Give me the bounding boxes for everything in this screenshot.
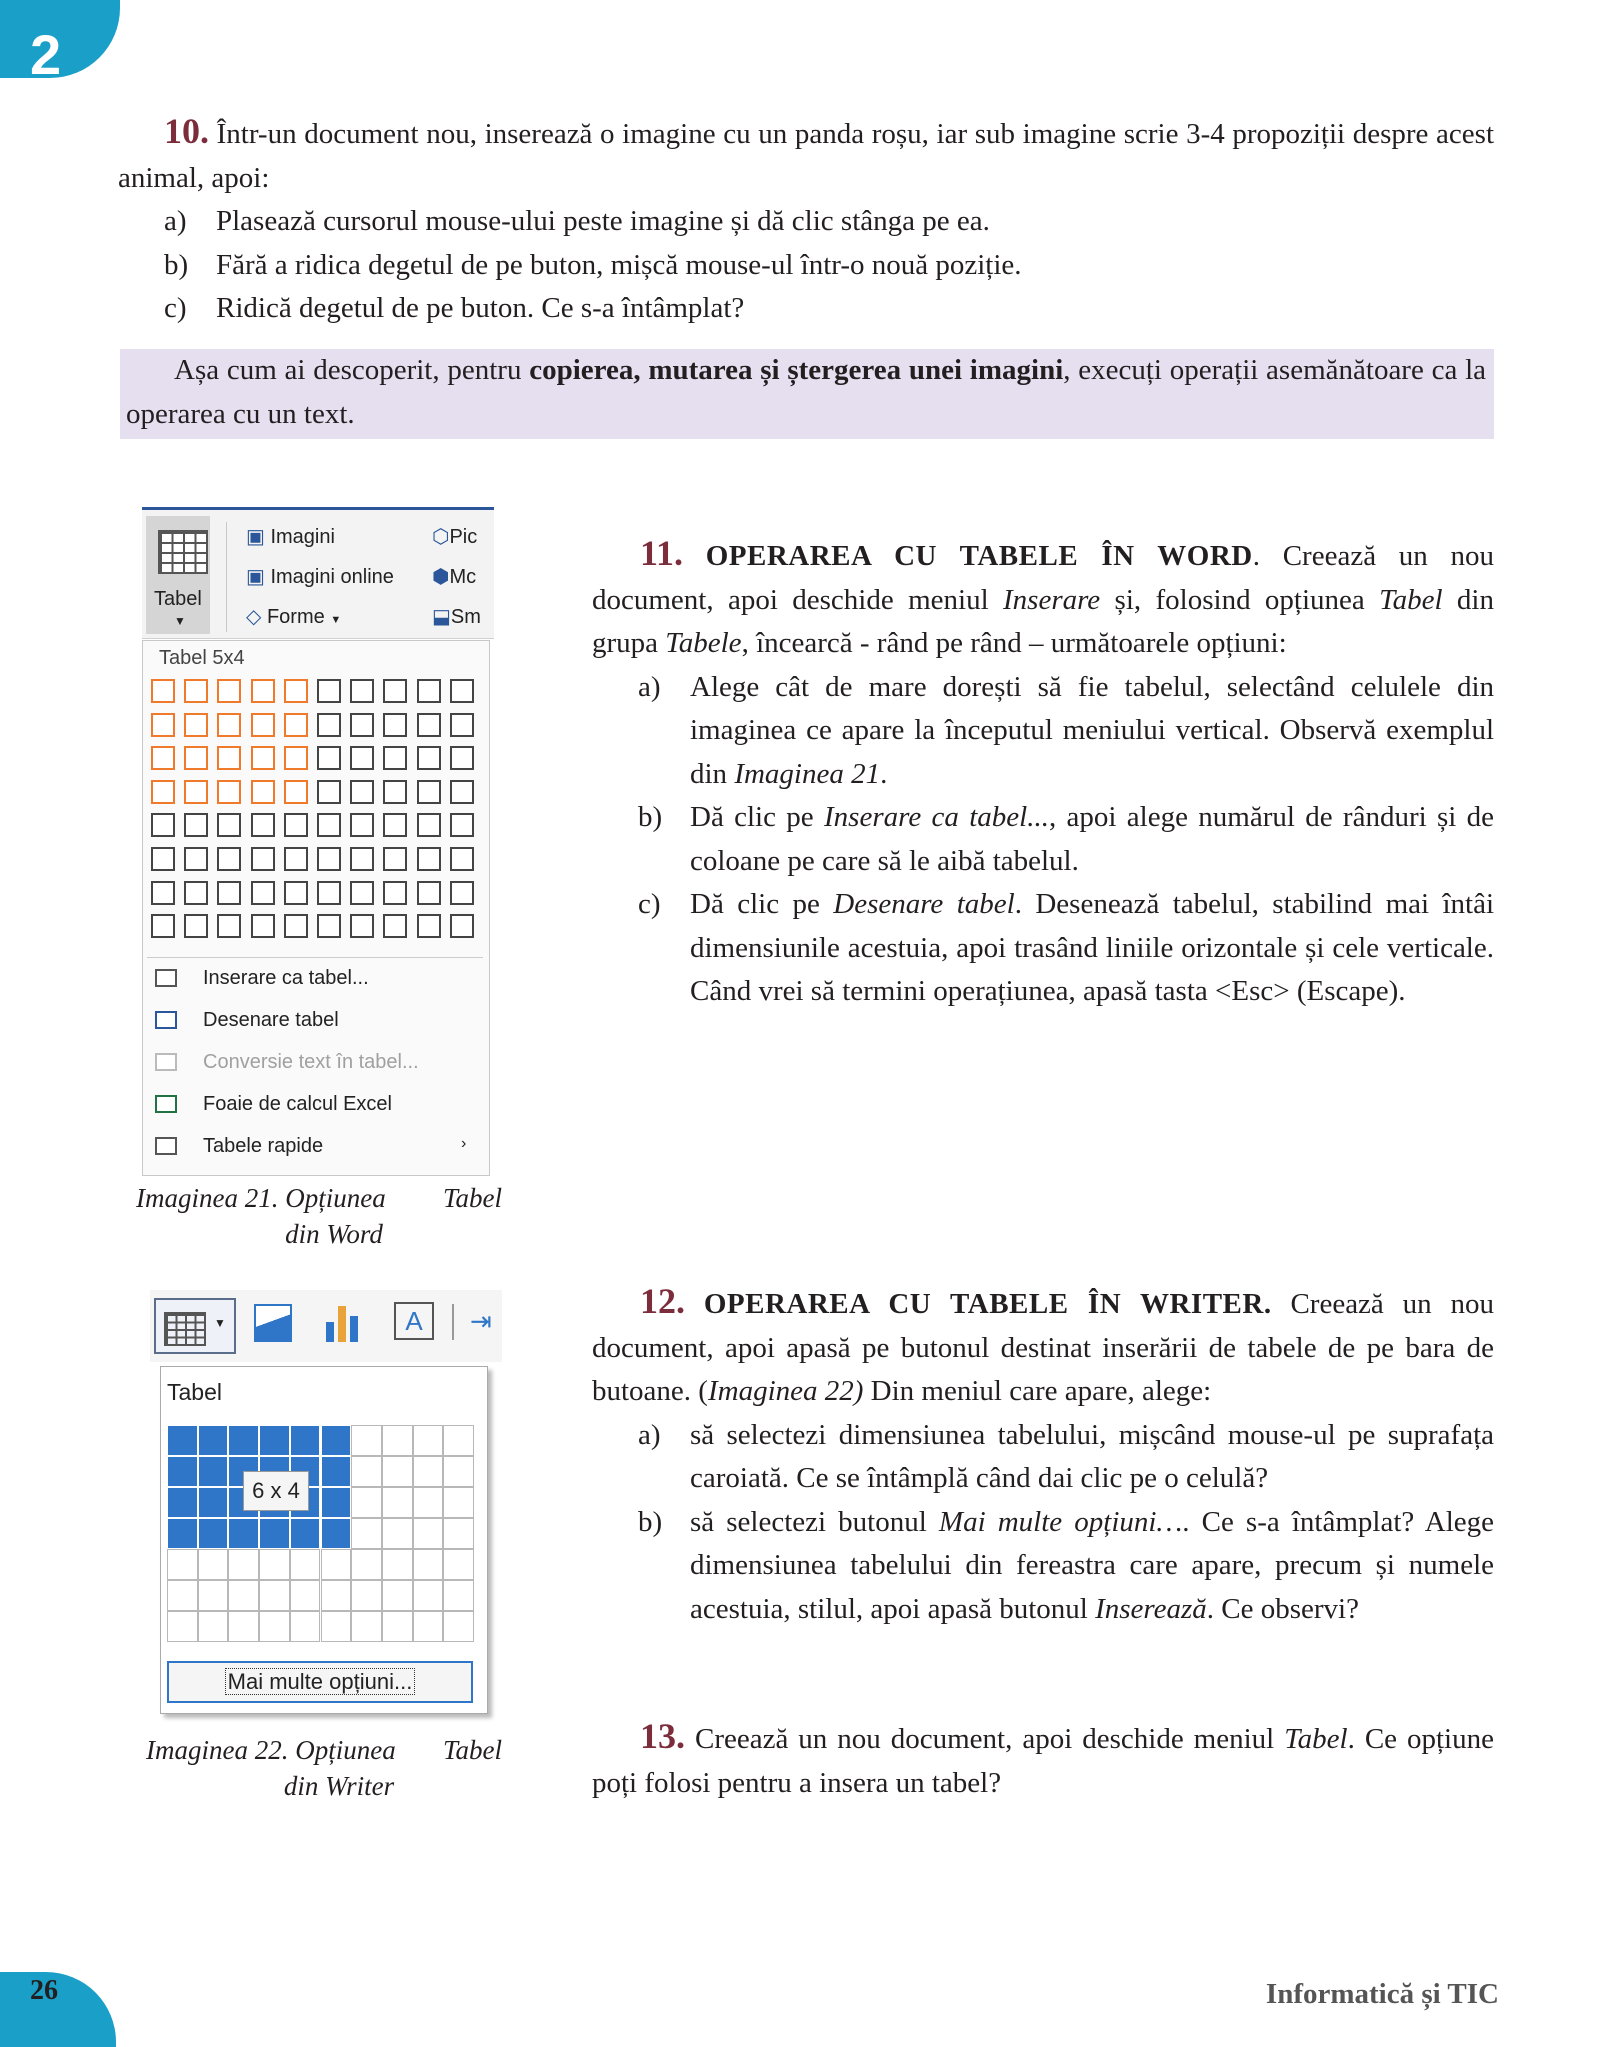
exercise-11 <box>592 532 1494 1014</box>
menu-item-convert-text: Conversie text în tabel... <box>203 1051 419 1073</box>
grid-cell[interactable] <box>351 1580 382 1611</box>
grid-cell[interactable] <box>317 746 341 770</box>
grid-cell[interactable] <box>290 1580 321 1611</box>
grid-cell[interactable] <box>167 1425 198 1456</box>
grid-cell[interactable] <box>450 914 474 938</box>
grid-cell[interactable] <box>321 1456 352 1487</box>
exercise-number: 13. <box>640 1716 685 1756</box>
grid-cell[interactable] <box>383 780 407 804</box>
exercise-12-intro: 12. OPERAREA CU TABELE ÎN WRITER. Creează un nou document, apoi apasă pe butonul destinat inserării de tabele de pe bara de butoane. (Imaginea 22) Din meniul care apare, alege: <box>592 1281 1495 1407</box>
grid-cell[interactable] <box>228 1518 259 1549</box>
chapter-tab <box>0 0 120 86</box>
grid-cell[interactable] <box>228 1580 259 1611</box>
list-item: a) Plasează cursorul mouse-ului peste imagine și dă clic stânga pe ea. <box>164 205 990 237</box>
grid-cell[interactable] <box>228 1611 259 1642</box>
table-icon <box>164 1312 206 1346</box>
grid-cell[interactable] <box>151 914 175 938</box>
grid-cell[interactable] <box>184 847 208 871</box>
grid-cell[interactable] <box>350 813 374 837</box>
tabel-button[interactable] <box>146 516 210 634</box>
grid-cell[interactable] <box>443 1425 474 1456</box>
grid-cell[interactable] <box>417 914 441 938</box>
more-options-button[interactable]: Mai multe opțiuni... <box>167 1661 473 1703</box>
grid-cell[interactable] <box>251 914 275 938</box>
grid-cell[interactable] <box>317 713 341 737</box>
list-item: b) să selectezi butonul Mai multe opțiuni…. Ce s-a întâmplat? Alege dimensiunea tabelului din fereastra care apare, precum și numele acestuia, stilul, apoi apasă butonul Inserează. Ce observi? <box>638 1505 1495 1625</box>
grid-cell[interactable] <box>251 679 275 703</box>
grid-cell[interactable] <box>382 1580 413 1611</box>
grid-cell[interactable] <box>184 813 208 837</box>
list-item: b) Dă clic pe Inserare ca tabel..., apoi alege numărul de rânduri și de coloane pe care să le aibă tabelul. <box>638 801 1495 877</box>
grid-cell[interactable] <box>290 1549 321 1580</box>
grid-cell[interactable] <box>284 813 308 837</box>
exercise-10-intro: 10. Într-un document nou, inserează o imagine cu un panda roșu, iar sub imagine scrie 3-4 propoziții despre acest animal, apoi: <box>118 111 1495 194</box>
panel-title: Tabel <box>167 1379 222 1405</box>
grid-cell[interactable] <box>443 1456 474 1487</box>
grid-cell[interactable] <box>383 881 407 905</box>
grid-cell[interactable] <box>228 1549 259 1580</box>
grid-cell[interactable] <box>351 1425 382 1456</box>
grid-cell[interactable] <box>321 1425 352 1456</box>
insert-table-button[interactable] <box>154 1298 236 1354</box>
ribbon-item-online-images[interactable]: ▣ Imagini online <box>246 566 394 588</box>
grid-cell[interactable] <box>184 881 208 905</box>
grid-cell[interactable] <box>167 1549 198 1580</box>
menu-item-insert-table[interactable]: Inserare ca tabel... <box>203 967 369 989</box>
grid-cell[interactable] <box>350 713 374 737</box>
grid-cell[interactable] <box>284 881 308 905</box>
grid-cell[interactable] <box>350 746 374 770</box>
ribbon-item-shapes[interactable]: ◇ Forme ▼ <box>246 606 342 628</box>
grid-cell[interactable] <box>251 713 275 737</box>
grid-cell[interactable] <box>382 1425 413 1456</box>
grid-cell[interactable] <box>383 679 407 703</box>
text-box-icon[interactable]: A <box>394 1302 434 1340</box>
grid-cell[interactable] <box>217 780 241 804</box>
grid-cell[interactable] <box>184 914 208 938</box>
list-item: b) Fără a ridica degetul de pe buton, mișcă mouse-ul într-o nouă poziție. <box>164 248 1022 281</box>
menu-item-quick-tables[interactable]: Tabele rapide <box>203 1135 324 1157</box>
chevron-down-icon: ▼ <box>214 1316 226 1330</box>
online-image-icon: ▣ <box>246 566 265 588</box>
grid-cell[interactable] <box>167 1611 198 1642</box>
grid-cell[interactable] <box>290 1518 321 1549</box>
grid-cell[interactable] <box>167 1580 198 1611</box>
grid-cell[interactable] <box>217 847 241 871</box>
exercise-title: OPERAREA CU TABELE ÎN WRITER. <box>703 1288 1272 1320</box>
grid-cell[interactable] <box>417 713 441 737</box>
cube-icon: ⬢ <box>432 566 450 588</box>
grid-cell[interactable] <box>351 1611 382 1642</box>
grid-cell[interactable] <box>151 713 175 737</box>
convert-text-icon <box>155 1053 177 1071</box>
writer-toolbar <box>150 1290 502 1362</box>
grid-cell[interactable] <box>417 847 441 871</box>
grid-cell[interactable] <box>251 813 275 837</box>
image-icon: ▣ <box>246 526 265 548</box>
exercise-10 <box>118 110 1494 331</box>
grid-cell[interactable] <box>413 1580 444 1611</box>
grid-cell[interactable] <box>443 1580 474 1611</box>
size-label: 6 x 4 <box>243 1471 309 1511</box>
grid-cell[interactable] <box>382 1549 413 1580</box>
field-icon[interactable]: ⇥ <box>470 1306 492 1336</box>
exercise-number: 10. <box>164 111 209 151</box>
grid-cell[interactable] <box>383 746 407 770</box>
grid-cell[interactable] <box>151 746 175 770</box>
image-icon[interactable] <box>254 1304 292 1342</box>
grid-cell[interactable] <box>351 1518 382 1549</box>
excel-icon <box>155 1095 177 1113</box>
exercise-number: 11. <box>640 533 684 573</box>
grid-cell[interactable] <box>317 914 341 938</box>
exercise-title: OPERAREA CU TABELE ÎN WORD <box>705 540 1253 572</box>
grid-cell[interactable] <box>217 713 241 737</box>
ribbon-item-smartart[interactable]: ⬓Sm <box>432 606 481 628</box>
grid-cell[interactable] <box>351 1487 382 1518</box>
grid-cell[interactable] <box>198 1487 229 1518</box>
chevron-down-icon: ▼ <box>174 614 186 628</box>
grid-cell[interactable] <box>351 1549 382 1580</box>
grid-cell[interactable] <box>350 847 374 871</box>
grid-cell[interactable] <box>317 847 341 871</box>
ribbon-divider <box>226 522 227 632</box>
grid-cell[interactable] <box>284 746 308 770</box>
exercise-12 <box>592 1280 1494 1631</box>
footer-title: Informatică și TIC <box>1265 1978 1499 2010</box>
grid-cell[interactable] <box>321 1611 352 1642</box>
grid-cell[interactable] <box>259 1518 290 1549</box>
chapter-number: 2 <box>30 23 62 86</box>
word-table-menu-screenshot <box>142 507 494 1176</box>
shapes-icon: ◇ <box>246 606 262 628</box>
grid-cell[interactable] <box>321 1487 352 1518</box>
list-item: c) Ridică degetul de pe buton. Ce s-a întâmplat? <box>164 292 745 324</box>
grid-cell[interactable] <box>290 1425 321 1456</box>
grid-cell[interactable] <box>413 1518 444 1549</box>
grid-cell[interactable] <box>383 914 407 938</box>
menu-item-draw-table[interactable]: Desenare tabel <box>203 1009 339 1031</box>
grid-cell[interactable] <box>450 746 474 770</box>
grid-cell[interactable] <box>217 914 241 938</box>
grid-cell[interactable] <box>284 847 308 871</box>
grid-cell[interactable] <box>321 1518 352 1549</box>
word-ribbon <box>142 510 494 639</box>
grid-size-label: Tabel 5x4 <box>159 647 245 669</box>
grid-cell[interactable] <box>443 1518 474 1549</box>
grid-cell[interactable] <box>251 746 275 770</box>
tabel-button-label: Tabel <box>154 588 202 610</box>
menu-item-excel-sheet[interactable]: Foaie de calcul Excel <box>203 1093 392 1115</box>
grid-cell[interactable] <box>450 679 474 703</box>
note-text: Așa cum ai descoperit, pentru copierea, mutarea și ștergerea unei imagini, execuți operații asemănătoare ca la operarea cu un text. <box>126 354 1487 430</box>
grid-cell[interactable] <box>350 914 374 938</box>
grid-cell[interactable] <box>198 1456 229 1487</box>
grid-cell[interactable] <box>259 1425 290 1456</box>
writer-table-menu-screenshot <box>150 1290 502 1722</box>
draw-table-icon <box>155 1011 177 1029</box>
grid-cell[interactable] <box>198 1549 229 1580</box>
grid-cell[interactable] <box>450 713 474 737</box>
chevron-right-icon: › <box>461 1135 467 1152</box>
grid-cell[interactable] <box>198 1580 229 1611</box>
grid-cell[interactable] <box>259 1611 290 1642</box>
grid-cell[interactable] <box>317 881 341 905</box>
grid-cell[interactable] <box>383 713 407 737</box>
ribbon-item-images[interactable]: ▣ Imagini <box>246 526 335 548</box>
grid-cell[interactable] <box>382 1487 413 1518</box>
grid-cell[interactable] <box>350 679 374 703</box>
grid-cell[interactable] <box>317 813 341 837</box>
grid-cell[interactable] <box>450 881 474 905</box>
grid-cell[interactable] <box>284 914 308 938</box>
grid-cell[interactable] <box>417 746 441 770</box>
list-item: a) să selectezi dimensiunea tabelului, mișcând mouse-ul pe suprafața caroiată. Ce se întâmplă când dai clic pe o celulă? <box>638 1418 1494 1494</box>
exercise-number: 12. <box>640 1281 685 1321</box>
caption-image-21: Imaginea 21. Opțiunea Tabel din Word <box>136 1183 502 1249</box>
grid-cell[interactable] <box>413 1487 444 1518</box>
grid-cell[interactable] <box>198 1425 229 1456</box>
grid-cell[interactable] <box>413 1456 444 1487</box>
grid-cell[interactable] <box>321 1549 352 1580</box>
exercise-11-intro: 11. OPERAREA CU TABELE ÎN WORD. Creează un nou document, apoi deschide meniul Inserare și, folosind opțiunea Tabel din grupa Tabele, încearcă - rând pe rând – următoarele opțiuni: <box>592 533 1495 659</box>
grid-cell[interactable] <box>184 713 208 737</box>
exercise-13: 13. Creează un nou document, apoi deschide meniul Tabel. Ce opțiune poți folosi pentru a insera un tabel? <box>592 1716 1494 1799</box>
grid-cell[interactable] <box>350 881 374 905</box>
grid-cell[interactable] <box>417 881 441 905</box>
grid-cell[interactable] <box>151 813 175 837</box>
grid-cell[interactable] <box>350 780 374 804</box>
quick-tables-icon <box>155 1137 177 1155</box>
grid-cell[interactable] <box>382 1611 413 1642</box>
grid-cell[interactable] <box>417 679 441 703</box>
grid-cell[interactable] <box>259 1549 290 1580</box>
grid-cell[interactable] <box>217 679 241 703</box>
list-item: a) Alege cât de mare dorești să fie tabelul, selectând celulele din imaginea ce apare la începutul meniului vertical. Observă exemplul din Imaginea 21. <box>638 670 1494 790</box>
grid-cell[interactable] <box>228 1425 259 1456</box>
grid-cell[interactable] <box>351 1456 382 1487</box>
menu-divider <box>147 957 483 958</box>
grid-cell[interactable] <box>413 1611 444 1642</box>
grid-cell[interactable] <box>217 881 241 905</box>
grid-cell[interactable] <box>321 1580 352 1611</box>
grid-cell[interactable] <box>413 1549 444 1580</box>
grid-cell[interactable] <box>383 847 407 871</box>
table-dropdown-menu <box>142 640 490 1176</box>
grid-cell[interactable] <box>167 1456 198 1487</box>
grid-cell[interactable] <box>251 847 275 871</box>
grid-cell[interactable] <box>184 679 208 703</box>
grid-cell[interactable] <box>284 780 308 804</box>
grid-cell[interactable] <box>151 780 175 804</box>
grid-cell[interactable] <box>413 1425 444 1456</box>
grid-cell[interactable] <box>217 813 241 837</box>
table-dropdown-panel <box>160 1366 488 1714</box>
grid-cell[interactable] <box>167 1487 198 1518</box>
grid-cell[interactable] <box>383 813 407 837</box>
grid-cell[interactable] <box>417 780 441 804</box>
grid-cell[interactable] <box>450 780 474 804</box>
grid-cell[interactable] <box>151 881 175 905</box>
grid-cell[interactable] <box>317 679 341 703</box>
table-icon <box>158 530 208 574</box>
grid-cell[interactable] <box>184 780 208 804</box>
grid-cell[interactable] <box>151 847 175 871</box>
toolbar-divider <box>452 1304 454 1340</box>
insert-table-icon <box>155 969 177 987</box>
grid-cell[interactable] <box>382 1456 413 1487</box>
grid-cell[interactable] <box>450 813 474 837</box>
grid-cell[interactable] <box>198 1518 229 1549</box>
pictures-icon: ⬡ <box>432 526 450 548</box>
grid-cell[interactable] <box>259 1580 290 1611</box>
grid-cell[interactable] <box>382 1518 413 1549</box>
grid-cell[interactable] <box>443 1487 474 1518</box>
grid-cell[interactable] <box>450 847 474 871</box>
grid-cell[interactable] <box>217 746 241 770</box>
smartart-icon: ⬓ <box>432 606 451 628</box>
grid-cell[interactable] <box>284 713 308 737</box>
page-number-tab <box>0 1972 116 2047</box>
grid-cell[interactable] <box>167 1518 198 1549</box>
grid-cell[interactable] <box>417 813 441 837</box>
grid-cell[interactable] <box>290 1611 321 1642</box>
grid-cell[interactable] <box>184 746 208 770</box>
grid-cell[interactable] <box>251 881 275 905</box>
grid-cell[interactable] <box>151 679 175 703</box>
list-item: c) Dă clic pe Desenare tabel. Desenează tabelul, stabilind mai întâi dimensiunile acestuia, apoi trasând liniile orizontale și cele verticale. Când vrei să termini operațiunea, apasă tasta <Esc> (Escape). <box>638 888 1494 1007</box>
ribbon-item-pictures[interactable]: ⬡Pic <box>432 526 478 548</box>
grid-cell[interactable] <box>284 679 308 703</box>
ribbon-item-3d-models[interactable]: ⬢Mc <box>432 566 477 588</box>
grid-cell[interactable] <box>443 1549 474 1580</box>
grid-cell[interactable] <box>251 780 275 804</box>
grid-cell[interactable] <box>317 780 341 804</box>
grid-cell[interactable] <box>443 1611 474 1642</box>
grid-cell[interactable] <box>198 1611 229 1642</box>
page-number: 26 <box>30 1975 58 2006</box>
caption-image-22: Imaginea 22. Opțiunea Tabel din Writer <box>146 1735 502 1801</box>
